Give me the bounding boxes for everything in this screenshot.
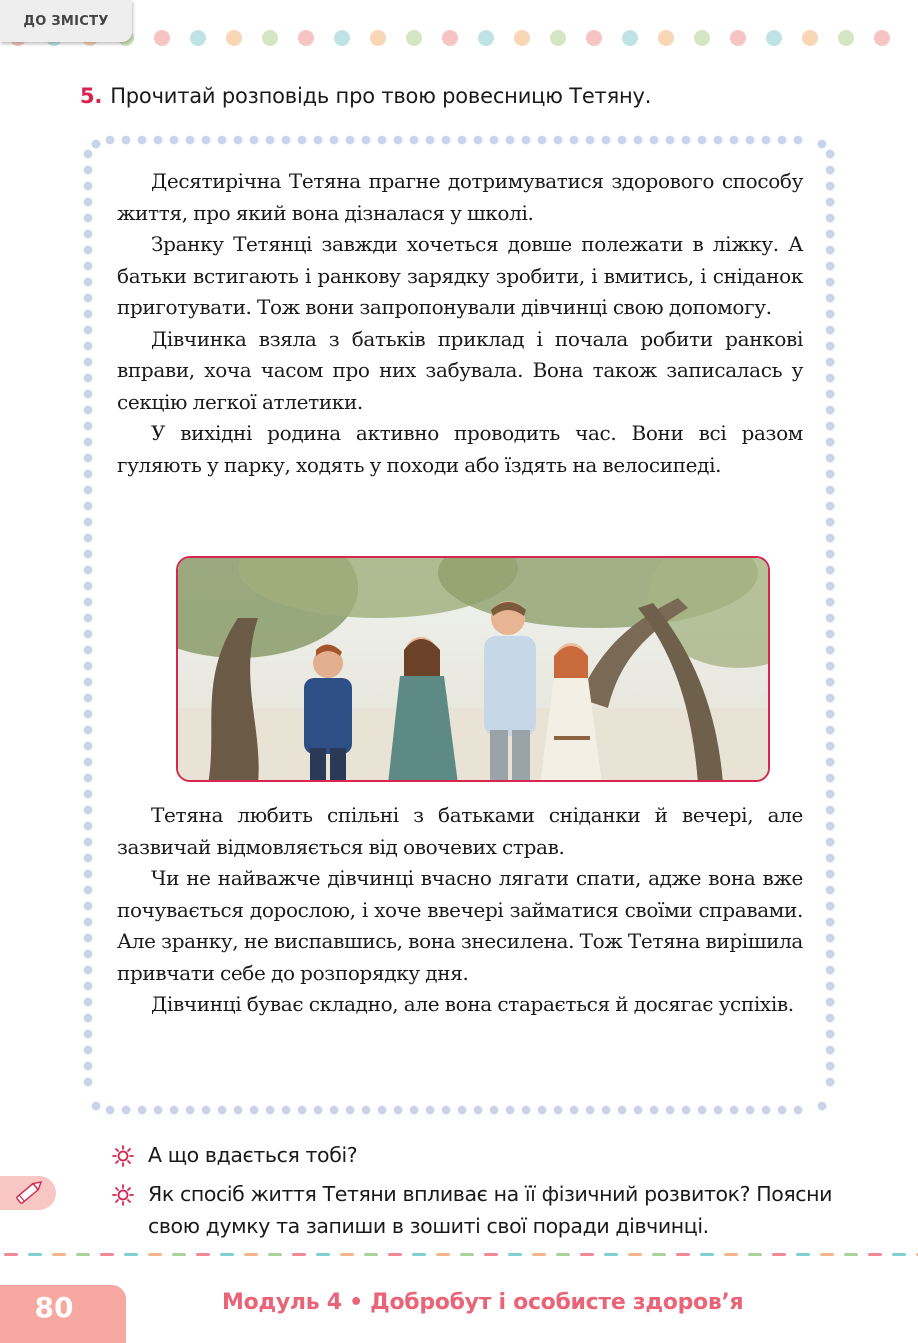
frame-dot bbox=[826, 166, 835, 175]
frame-dot bbox=[826, 214, 835, 223]
frame-dot bbox=[106, 1106, 115, 1115]
frame-dot bbox=[826, 470, 835, 479]
frame-dot bbox=[826, 614, 835, 623]
frame-dot bbox=[84, 246, 93, 255]
divider-dash bbox=[316, 1253, 330, 1256]
frame-dot bbox=[84, 998, 93, 1007]
frame-dot bbox=[84, 1014, 93, 1023]
frame-dot bbox=[330, 1106, 339, 1115]
divider-dash bbox=[4, 1253, 18, 1256]
frame-dot bbox=[84, 918, 93, 927]
frame-dot bbox=[84, 678, 93, 687]
dashed-divider bbox=[0, 1252, 918, 1258]
question-text: Як спосіб життя Тетяни впливає на її фізичний розвиток? Поясни свою думку та запиши в зошиті свої поради дівчинці. bbox=[148, 1182, 833, 1238]
frame-dot bbox=[826, 806, 835, 815]
frame-dot bbox=[84, 710, 93, 719]
frame-dot bbox=[314, 1106, 323, 1115]
divider-dash bbox=[364, 1253, 378, 1256]
frame-dot bbox=[458, 136, 467, 145]
frame-dot bbox=[826, 710, 835, 719]
frame-dot bbox=[266, 136, 275, 145]
story-paragraph: Тетяна любить спільні з батьками сніданки й вечері, але зазвичай відмовляється від овочевих страв. bbox=[117, 803, 803, 859]
frame-dot bbox=[186, 136, 195, 145]
frame-dot bbox=[602, 1106, 611, 1115]
frame-dot bbox=[84, 150, 93, 159]
frame-dot bbox=[234, 136, 243, 145]
frame-dot bbox=[826, 598, 835, 607]
frame-dot bbox=[84, 374, 93, 383]
frame-dot bbox=[282, 136, 291, 145]
frame-dot bbox=[730, 136, 739, 145]
divider-dash bbox=[148, 1253, 162, 1256]
frame-dot bbox=[826, 390, 835, 399]
frame-dot bbox=[84, 278, 93, 287]
divider-dash bbox=[652, 1253, 666, 1256]
frame-dot bbox=[730, 1106, 739, 1115]
frame-dot bbox=[714, 1106, 723, 1115]
frame-dot bbox=[84, 214, 93, 223]
divider-dash bbox=[196, 1253, 210, 1256]
frame-dot bbox=[570, 1106, 579, 1115]
divider-dash bbox=[292, 1253, 306, 1256]
frame-dot bbox=[84, 582, 93, 591]
story-paragraph: Дівчинка взяла з батьків приклад і почала робити ранкові вправи, хоча часом про них забувала. Вона також записалась у секцію легкої атлетики. bbox=[117, 326, 803, 414]
story-paragraph: У вихідні родина активно проводить час. Вони всі разом гуляють у парку, ходять у походи або їздять на велосипеді. bbox=[117, 421, 803, 477]
frame-dot bbox=[266, 1106, 275, 1115]
frame-dot bbox=[826, 630, 835, 639]
frame-dot bbox=[250, 1106, 259, 1115]
frame-dot bbox=[698, 136, 707, 145]
frame-dot bbox=[826, 374, 835, 383]
frame-dot bbox=[826, 550, 835, 559]
frame-dot bbox=[84, 726, 93, 735]
footer-module-title: Модуль 4 • Добробут і особисте здоров’я bbox=[222, 1290, 744, 1315]
frame-dot bbox=[122, 1106, 131, 1115]
frame-dot bbox=[762, 136, 771, 145]
frame-dot bbox=[442, 1106, 451, 1115]
frame-dot bbox=[826, 150, 835, 159]
frame-dot bbox=[826, 182, 835, 191]
frame-dot bbox=[410, 1106, 419, 1115]
story-paragraph: Чи не найважче дівчинці вчасно лягати спати, адже вона вже почувається дорослою, і хоче ввечері займатися своїми справами. Але зранку, не виспавшись, вона знесилена. Тож Тетяна вирішила привчати себе до розпорядку дня. bbox=[117, 866, 803, 985]
frame-dot bbox=[666, 1106, 675, 1115]
frame-dot bbox=[84, 262, 93, 271]
frame-dot bbox=[778, 1106, 787, 1115]
task-text: Прочитай розповідь про твою ровесницю Тетяну. bbox=[110, 84, 652, 108]
task-number: 5. bbox=[80, 84, 103, 108]
frame-dot bbox=[84, 806, 93, 815]
frame-dot bbox=[84, 166, 93, 175]
frame-dot bbox=[84, 502, 93, 511]
frame-dot bbox=[826, 198, 835, 207]
frame-dot bbox=[634, 136, 643, 145]
frame-dot bbox=[778, 136, 787, 145]
divider-dash bbox=[676, 1253, 690, 1256]
frame-dot bbox=[682, 136, 691, 145]
story-paragraph: Зранку Тетянці завжди хочеться довше полежати в ліжку. А батьки встигають і ранкову зарядку зробити, і вмитись, і сніданок приготувати. Тож вони запропонували дівчинці свою допомогу. bbox=[117, 232, 803, 319]
frame-dot bbox=[170, 136, 179, 145]
pencil-icon bbox=[0, 1176, 56, 1210]
frame-dot bbox=[394, 136, 403, 145]
frame-dot bbox=[362, 1106, 371, 1115]
frame-dot bbox=[378, 1106, 387, 1115]
frame-dot bbox=[826, 774, 835, 783]
frame-dot bbox=[84, 598, 93, 607]
frame-dot bbox=[394, 1106, 403, 1115]
divider-dash bbox=[76, 1253, 90, 1256]
divider-dash bbox=[508, 1253, 522, 1256]
frame-dot bbox=[634, 1106, 643, 1115]
frame-dot bbox=[84, 198, 93, 207]
frame-dot bbox=[84, 518, 93, 527]
frame-dot bbox=[650, 1106, 659, 1115]
frame-dot bbox=[84, 1078, 93, 1087]
frame-dot bbox=[506, 136, 515, 145]
frame-dot bbox=[826, 294, 835, 303]
frame-dot bbox=[826, 342, 835, 351]
frame-dot bbox=[92, 1102, 101, 1111]
frame-dot bbox=[84, 486, 93, 495]
frame-dot bbox=[122, 136, 131, 145]
frame-dot bbox=[84, 966, 93, 975]
frame-dot bbox=[666, 136, 675, 145]
divider-dash bbox=[844, 1253, 858, 1256]
divider-dash bbox=[700, 1253, 714, 1256]
frame-dot bbox=[298, 1106, 307, 1115]
frame-dot bbox=[826, 278, 835, 287]
frame-dot bbox=[234, 1106, 243, 1115]
frame-dot bbox=[84, 838, 93, 847]
frame-dot bbox=[314, 136, 323, 145]
frame-dot bbox=[826, 742, 835, 751]
frame-dot bbox=[84, 614, 93, 623]
frame-dot bbox=[826, 1030, 835, 1039]
frame-dot bbox=[602, 136, 611, 145]
divider-dash bbox=[532, 1253, 546, 1256]
divider-dash bbox=[412, 1253, 426, 1256]
divider-dash bbox=[28, 1253, 42, 1256]
frame-dot bbox=[826, 934, 835, 943]
frame-dot bbox=[826, 902, 835, 911]
frame-dot bbox=[618, 136, 627, 145]
frame-dot bbox=[298, 136, 307, 145]
frame-dot bbox=[330, 136, 339, 145]
frame-dot bbox=[714, 136, 723, 145]
story-text-part1 bbox=[117, 166, 803, 481]
divider-dash bbox=[340, 1253, 354, 1256]
divider-dash bbox=[796, 1253, 810, 1256]
divider-dash bbox=[484, 1253, 498, 1256]
frame-dot bbox=[826, 726, 835, 735]
divider-dash bbox=[244, 1253, 258, 1256]
frame-dot bbox=[84, 294, 93, 303]
divider-dash bbox=[892, 1253, 906, 1256]
frame-dot bbox=[84, 646, 93, 655]
frame-dot bbox=[698, 1106, 707, 1115]
frame-dot bbox=[826, 822, 835, 831]
frame-dot bbox=[746, 1106, 755, 1115]
frame-dot bbox=[202, 136, 211, 145]
family-photo-illustration bbox=[178, 558, 770, 782]
frame-dot bbox=[84, 694, 93, 703]
frame-dot bbox=[826, 454, 835, 463]
frame-dot bbox=[282, 1106, 291, 1115]
frame-dot bbox=[84, 742, 93, 751]
frame-dot bbox=[826, 230, 835, 239]
sun-icon bbox=[112, 1145, 134, 1167]
sun-icon bbox=[112, 1184, 134, 1206]
frame-dot bbox=[474, 1106, 483, 1115]
frame-dot bbox=[84, 870, 93, 879]
frame-dot bbox=[490, 1106, 499, 1115]
frame-dot bbox=[84, 326, 93, 335]
frame-dot bbox=[522, 1106, 531, 1115]
frame-dot bbox=[826, 1014, 835, 1023]
frame-dot bbox=[826, 790, 835, 799]
frame-dot bbox=[84, 774, 93, 783]
frame-dot bbox=[818, 1102, 827, 1111]
frame-dot bbox=[826, 982, 835, 991]
frame-dot bbox=[84, 1062, 93, 1071]
frame-dot bbox=[650, 136, 659, 145]
frame-dot bbox=[682, 1106, 691, 1115]
frame-dot bbox=[826, 918, 835, 927]
frame-dot bbox=[826, 966, 835, 975]
divider-dash bbox=[220, 1253, 234, 1256]
frame-dot bbox=[762, 1106, 771, 1115]
divider-dash bbox=[460, 1253, 474, 1256]
frame-dot bbox=[84, 758, 93, 767]
frame-dot bbox=[106, 136, 115, 145]
frame-dot bbox=[826, 406, 835, 415]
frame-dot bbox=[826, 582, 835, 591]
frame-dot bbox=[538, 1106, 547, 1115]
frame-dot bbox=[346, 136, 355, 145]
frame-dot bbox=[410, 136, 419, 145]
toc-tab[interactable]: ДО ЗМІСТУ bbox=[0, 0, 132, 42]
frame-dot bbox=[826, 438, 835, 447]
frame-dot bbox=[490, 136, 499, 145]
frame-dot bbox=[84, 438, 93, 447]
frame-dot bbox=[202, 1106, 211, 1115]
frame-dot bbox=[92, 140, 101, 149]
frame-dot bbox=[442, 136, 451, 145]
frame-dot bbox=[170, 1106, 179, 1115]
frame-dot bbox=[84, 182, 93, 191]
frame-dot bbox=[84, 534, 93, 543]
frame-dot bbox=[826, 838, 835, 847]
frame-dot bbox=[84, 454, 93, 463]
question-text: А що вдається тобі? bbox=[148, 1143, 358, 1167]
frame-dot bbox=[826, 326, 835, 335]
story-paragraph: Десятирічна Тетяна прагне дотримуватися здорового способу життя, про який вона дізналася у школі. bbox=[117, 169, 803, 225]
frame-dot bbox=[826, 310, 835, 319]
frame-dot bbox=[826, 534, 835, 543]
divider-dash bbox=[172, 1253, 186, 1256]
frame-dot bbox=[826, 694, 835, 703]
frame-dot bbox=[826, 502, 835, 511]
frame-dot bbox=[138, 136, 147, 145]
frame-dot bbox=[554, 1106, 563, 1115]
frame-dot bbox=[378, 136, 387, 145]
frame-dot bbox=[218, 136, 227, 145]
family-photo bbox=[176, 556, 770, 782]
divider-dash bbox=[868, 1253, 882, 1256]
page-number: 80 bbox=[0, 1285, 126, 1343]
frame-dot bbox=[250, 136, 259, 145]
divider-dash bbox=[52, 1253, 66, 1256]
divider-dash bbox=[100, 1253, 114, 1256]
frame-dot bbox=[826, 886, 835, 895]
frame-dot bbox=[818, 140, 827, 149]
divider-dash bbox=[268, 1253, 282, 1256]
frame-dot bbox=[84, 390, 93, 399]
frame-dot bbox=[586, 1106, 595, 1115]
frame-dot bbox=[458, 1106, 467, 1115]
frame-dot bbox=[186, 1106, 195, 1115]
story-text-part2 bbox=[117, 800, 803, 1021]
frame-dot bbox=[84, 950, 93, 959]
divider-dash bbox=[772, 1253, 786, 1256]
frame-dot bbox=[826, 1062, 835, 1071]
frame-dot bbox=[84, 406, 93, 415]
frame-dot bbox=[84, 1046, 93, 1055]
frame-dot bbox=[218, 1106, 227, 1115]
divider-dash bbox=[604, 1253, 618, 1256]
frame-dot bbox=[794, 136, 803, 145]
question-item bbox=[112, 1178, 852, 1242]
frame-dot bbox=[84, 358, 93, 367]
question-item bbox=[112, 1139, 852, 1171]
frame-dot bbox=[826, 262, 835, 271]
divider-dash bbox=[628, 1253, 642, 1256]
frame-dot bbox=[570, 136, 579, 145]
frame-dot bbox=[826, 758, 835, 767]
frame-dot bbox=[84, 630, 93, 639]
frame-dot bbox=[826, 566, 835, 575]
divider-dash bbox=[556, 1253, 570, 1256]
frame-dot bbox=[826, 854, 835, 863]
frame-dot bbox=[154, 1106, 163, 1115]
frame-dot bbox=[826, 486, 835, 495]
frame-dot bbox=[474, 136, 483, 145]
frame-dot bbox=[826, 950, 835, 959]
frame-dot bbox=[84, 230, 93, 239]
frame-dot bbox=[84, 790, 93, 799]
frame-dot bbox=[154, 136, 163, 145]
frame-dot bbox=[84, 342, 93, 351]
frame-dot bbox=[84, 982, 93, 991]
frame-dot bbox=[826, 518, 835, 527]
frame-dot bbox=[826, 998, 835, 1007]
frame-dot bbox=[84, 1030, 93, 1039]
frame-dot bbox=[586, 136, 595, 145]
frame-dot bbox=[538, 136, 547, 145]
divider-dash bbox=[724, 1253, 738, 1256]
frame-dot bbox=[826, 678, 835, 687]
frame-dot bbox=[138, 1106, 147, 1115]
divider-dash bbox=[124, 1253, 138, 1256]
frame-dot bbox=[746, 136, 755, 145]
frame-dot bbox=[346, 1106, 355, 1115]
frame-dot bbox=[426, 136, 435, 145]
frame-dot bbox=[554, 136, 563, 145]
frame-dot bbox=[794, 1106, 803, 1115]
frame-dot bbox=[84, 470, 93, 479]
frame-dot bbox=[84, 822, 93, 831]
divider-dash bbox=[580, 1253, 594, 1256]
frame-dot bbox=[84, 934, 93, 943]
frame-dot bbox=[826, 1046, 835, 1055]
frame-dot bbox=[84, 422, 93, 431]
divider-dash bbox=[820, 1253, 834, 1256]
story-paragraph: Дівчинці буває складно, але вона старається й досягає успіхів. bbox=[151, 992, 794, 1016]
frame-dot bbox=[84, 566, 93, 575]
frame-dot bbox=[618, 1106, 627, 1115]
frame-dot bbox=[84, 902, 93, 911]
frame-dot bbox=[826, 870, 835, 879]
pencil-tab bbox=[0, 1176, 56, 1210]
frame-dot bbox=[826, 1078, 835, 1087]
frame-dot bbox=[522, 136, 531, 145]
divider-dash bbox=[436, 1253, 450, 1256]
divider-dash bbox=[748, 1253, 762, 1256]
frame-dot bbox=[826, 358, 835, 367]
frame-dot bbox=[362, 136, 371, 145]
frame-dot bbox=[826, 246, 835, 255]
frame-dot bbox=[84, 854, 93, 863]
divider-dash bbox=[388, 1253, 402, 1256]
frame-dot bbox=[84, 310, 93, 319]
frame-dot bbox=[826, 646, 835, 655]
frame-dot bbox=[426, 1106, 435, 1115]
frame-dot bbox=[84, 550, 93, 559]
frame-dot bbox=[826, 422, 835, 431]
frame-dot bbox=[84, 662, 93, 671]
frame-dot bbox=[506, 1106, 515, 1115]
frame-dot bbox=[826, 662, 835, 671]
frame-dot bbox=[84, 886, 93, 895]
